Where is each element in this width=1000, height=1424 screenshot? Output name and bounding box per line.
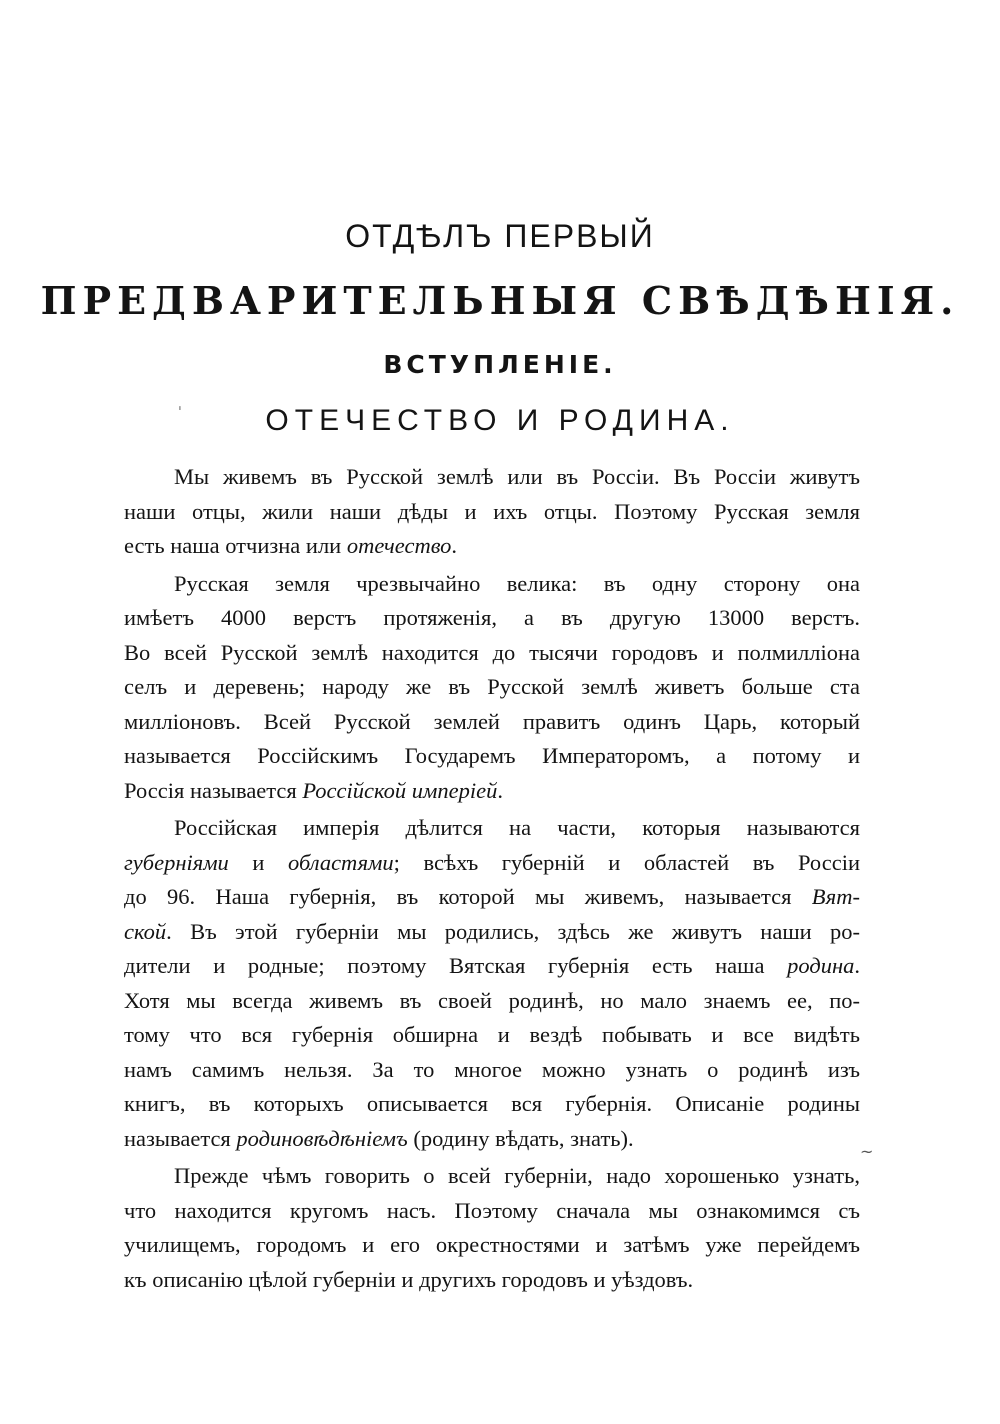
text-run: тому что вся губернія обширна и вездѣ побывать и все видѣть <box>124 1022 860 1047</box>
text-line <box>124 774 860 809</box>
text-line <box>124 705 860 740</box>
margin-mark: ~ <box>860 1142 874 1161</box>
text-line <box>124 811 860 846</box>
emphasis-text: губерніями <box>124 849 229 875</box>
emphasis-text: отечество <box>346 533 452 558</box>
text-run: наши отцы, жили наши дѣды и ихъ отцы. Поэтому Русская земля <box>124 498 860 524</box>
part-heading: ПРЕДВАРИТЕЛЬНЫЯ СВѢДѢНІЯ. <box>40 278 960 323</box>
emphasis-text: областями <box>288 849 394 875</box>
paragraph <box>124 811 860 1156</box>
text-run: намъ самимъ нельзя. За то многое можно узнать о родинѣ изъ <box>124 1056 860 1082</box>
text-run: Русская земля чрезвычайно велика: въ одну сторону она <box>174 570 860 596</box>
emphasis-text: родина <box>787 953 855 978</box>
text-line <box>124 984 860 1019</box>
text-run: книгъ, въ которыхъ описывается вся губернія. Описаніе родины <box>124 1091 860 1116</box>
text-run: (родину вѣдать, знать). <box>407 1125 634 1151</box>
text-line <box>124 1263 860 1298</box>
text-run: дители и родные; поэтому Вятская губернія есть наша <box>124 953 788 978</box>
text-run: называется <box>124 1125 237 1151</box>
text-line <box>124 1228 860 1263</box>
paragraph <box>124 567 860 809</box>
text-line <box>124 1122 860 1157</box>
text-run: селъ и деревень; народу же въ Русской землѣ живетъ больше ста <box>124 674 860 699</box>
text-run: . <box>497 777 504 803</box>
text-line <box>124 636 860 671</box>
text-run: ; всѣхъ губерній и областей въ Россіи <box>393 849 861 875</box>
text-run: училищемъ, городомъ и его окрестностями и затѣмъ уже перейдемъ <box>124 1232 860 1257</box>
section-heading: ОТДѢЛЪ ПЕРВЫЙ <box>345 218 655 254</box>
intro-heading: ВСТУПЛЕНІЕ. <box>383 350 617 379</box>
text-line <box>124 739 860 774</box>
paragraph <box>124 1159 860 1297</box>
text-run: Россійская имперія дѣлится на части, которыя называются <box>174 815 860 840</box>
text-run: къ описанію цѣлой губерніи и другихъ городовъ и уѣздовъ. <box>124 1266 694 1292</box>
text-run: Россія называется <box>124 777 303 803</box>
emphasis-text: ской <box>124 918 167 944</box>
text-run: Мы живемъ въ Русской землѣ или въ Россіи. Въ Россіи живутъ <box>174 464 860 489</box>
emphasis-text: родиновѣдѣніемъ <box>236 1125 408 1151</box>
paragraph <box>124 460 860 564</box>
text-run: есть наша отчизна или <box>124 533 347 558</box>
text-line <box>124 880 860 915</box>
text-line <box>124 1087 860 1122</box>
text-line <box>124 1159 860 1194</box>
emphasis-text: Россійской имперіей <box>302 777 498 803</box>
text-run: . <box>451 533 458 558</box>
text-line <box>124 1194 860 1229</box>
text-run: Во всей Русской землѣ находится до тысячи городовъ и полмилліона <box>124 639 860 665</box>
text-line <box>124 460 860 495</box>
text-line <box>124 670 860 705</box>
text-line <box>124 601 860 636</box>
emphasis-text: Вят- <box>811 884 860 909</box>
text-run: . Въ этой губерніи мы родились, здѣсь же живутъ наши ро- <box>166 918 860 944</box>
text-line <box>124 1053 860 1088</box>
text-line <box>124 846 860 881</box>
topic-heading: ОТЕЧЕСТВО И РОДИНА. <box>265 404 735 437</box>
margin-mark: ˌ <box>178 396 182 412</box>
text-run: и <box>228 849 289 875</box>
text-line <box>124 495 860 530</box>
text-run: милліоновъ. Всей Русской землей правитъ одинъ Царь, который <box>124 708 860 734</box>
text-run: что находится кругомъ насъ. Поэтому сначала мы ознакомимся съ <box>124 1197 860 1223</box>
text-line <box>124 915 860 950</box>
text-run: . <box>854 953 860 978</box>
text-line <box>124 949 860 984</box>
text-run: Прежде чѣмъ говорить о всей губерніи, надо хорошенько узнать, <box>174 1163 860 1188</box>
text-line <box>124 529 860 564</box>
text-run: называется Россійскимъ Государемъ Императоромъ, а потому и <box>124 743 860 768</box>
text-run: Хотя мы всегда живемъ въ своей родинѣ, но мало знаемъ ее, по- <box>124 987 860 1013</box>
text-line <box>124 1018 860 1053</box>
text-run: до 96. Наша губернія, въ которой мы живемъ, называется <box>124 884 812 909</box>
body-text <box>124 460 860 1297</box>
text-line <box>124 567 860 602</box>
text-run: имѣетъ 4000 верстъ протяженія, а въ другую 13000 верстъ. <box>124 605 860 630</box>
